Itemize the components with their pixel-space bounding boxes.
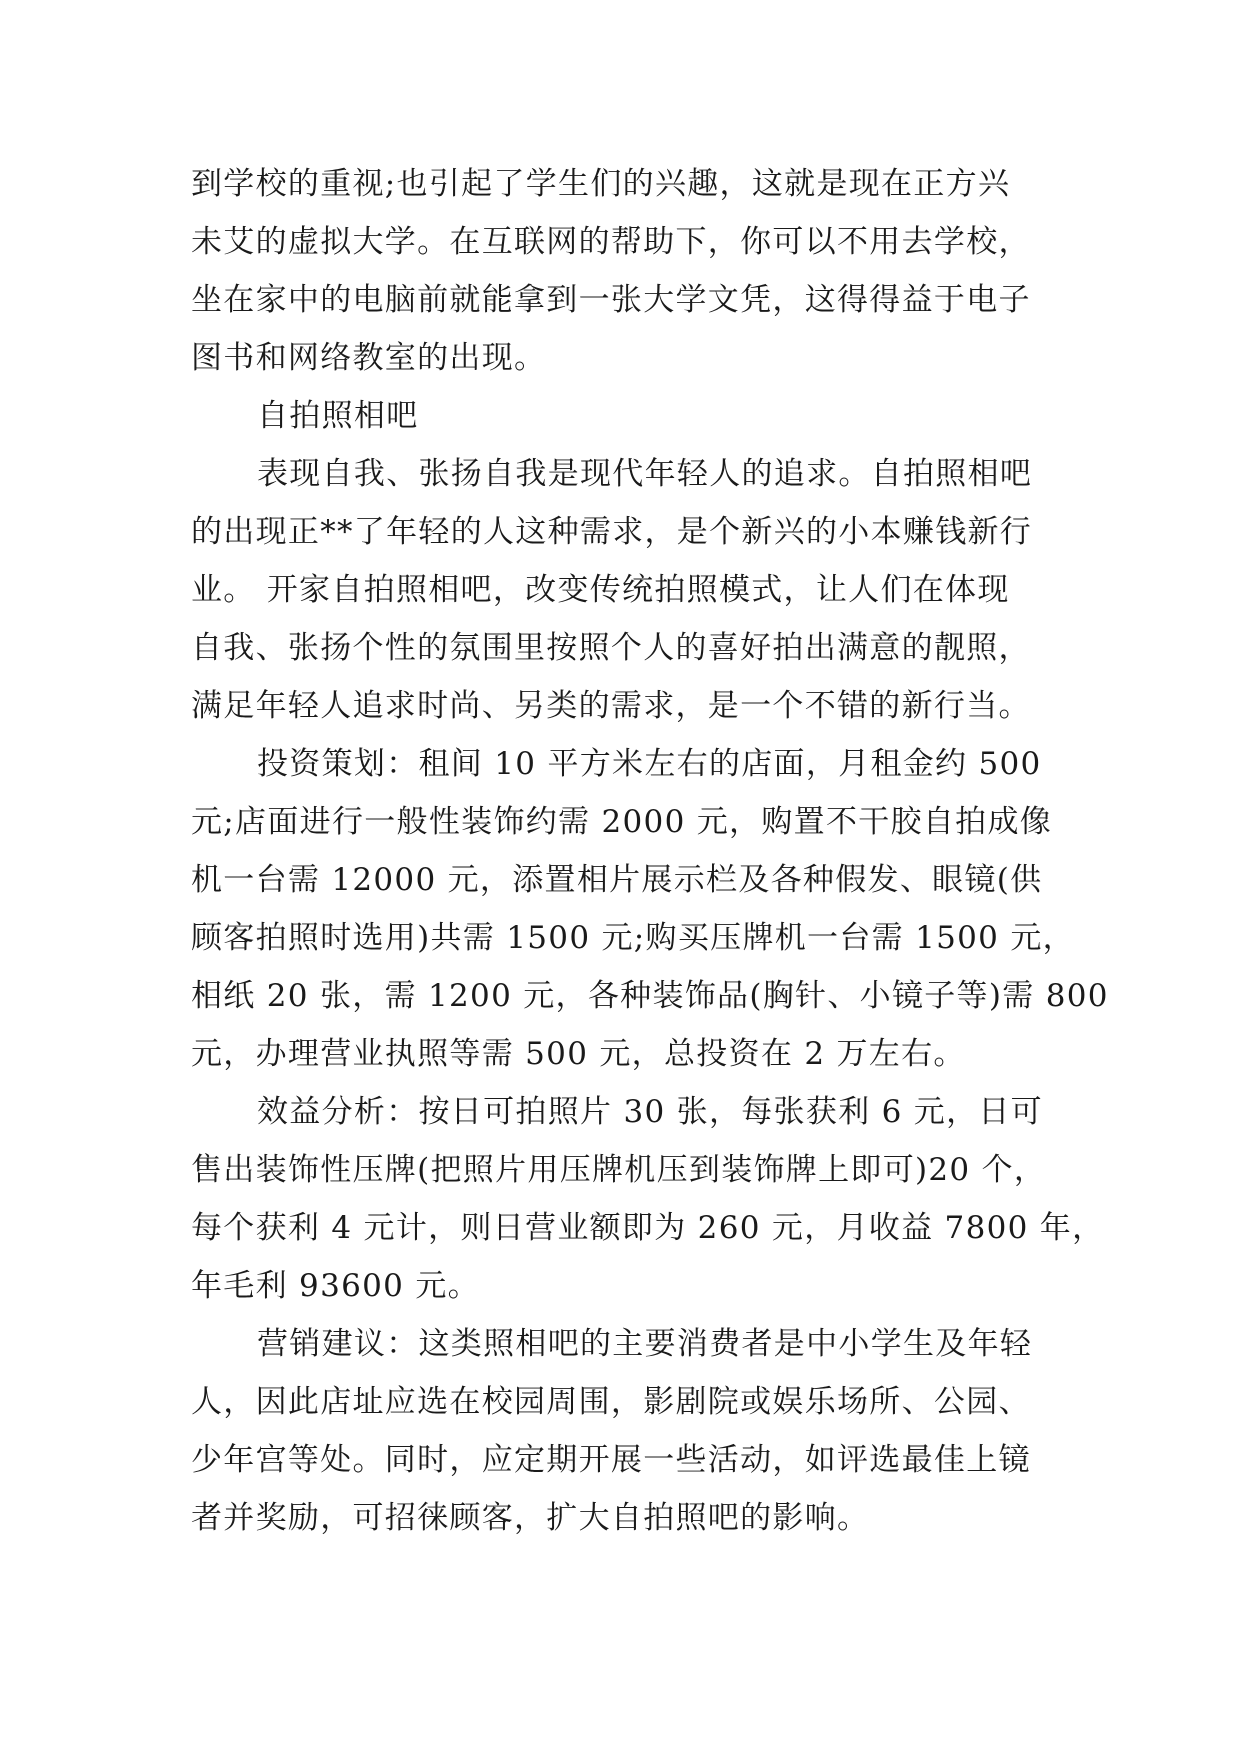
text-line: 的出现正**了年轻的人这种需求，是个新兴的小本赚钱新行 [191, 514, 1033, 550]
text-line: 投资策划：租间 10 平方米左右的店面，月租金约 500 [257, 746, 1042, 782]
text-line: 顾客拍照时选用)共需 1500 元;购买压牌机一台需 1500 元， [191, 920, 1075, 956]
text-line: 满足年轻人追求时尚、另类的需求，是一个不错的新行当。 [191, 688, 1031, 724]
text-line: 未艾的虚拟大学。在互联网的帮助下，你可以不用去学校， [191, 224, 1031, 260]
text-line: 相纸 20 张，需 1200 元，各种装饰品(胸针、小镜子等)需 800 [191, 978, 1109, 1014]
text-line: 机一台需 12000 元，添置相片展示栏及各种假发、眼镜(供 [191, 862, 1043, 898]
text-line: 营销建议：这类照相吧的主要消费者是中小学生及年轻 [257, 1326, 1033, 1362]
section-heading: 自拍照相吧 [257, 398, 419, 434]
text-line: 表现自我、张扬自我是现代年轻人的追求。自拍照相吧 [257, 456, 1033, 492]
text-line: 到学校的重视;也引起了学生们的兴趣，这就是现在正方兴 [191, 166, 1011, 202]
text-line: 少年宫等处。同时，应定期开展一些活动，如评选最佳上镜 [191, 1442, 1031, 1478]
text-line: 者并奖励，可招徕顾客，扩大自拍照吧的影响。 [191, 1500, 870, 1536]
text-line: 坐在家中的电脑前就能拿到一张大学文凭，这得得益于电子 [191, 282, 1031, 318]
text-line: 业。 开家自拍照相吧，改变传统拍照模式，让人们在体现 [191, 572, 1010, 608]
text-line: 每个获利 4 元计，则日营业额即为 260 元，月收益 7800 年， [191, 1210, 1105, 1246]
text-line: 人，因此店址应选在校园周围，影剧院或娱乐场所、公园、 [191, 1384, 1031, 1420]
text-line: 元，办理营业执照等需 500 元，总投资在 2 万左右。 [191, 1036, 966, 1072]
text-line: 图书和网络教室的出现。 [191, 340, 547, 376]
text-line: 元;店面进行一般性装饰约需 2000 元，购置不干胶自拍成像 [191, 804, 1053, 840]
text-line: 自我、张扬个性的氛围里按照个人的喜好拍出满意的靓照， [191, 630, 1031, 666]
body-text [191, 155, 1109, 1547]
text-line: 售出装饰性压牌(把照片用压牌机压到装饰牌上即可)20 个， [191, 1152, 1047, 1188]
text-line: 年毛利 93600 元。 [191, 1268, 480, 1304]
text-line: 效益分析：按日可拍照片 30 张，每张获利 6 元，日可 [257, 1094, 1043, 1130]
